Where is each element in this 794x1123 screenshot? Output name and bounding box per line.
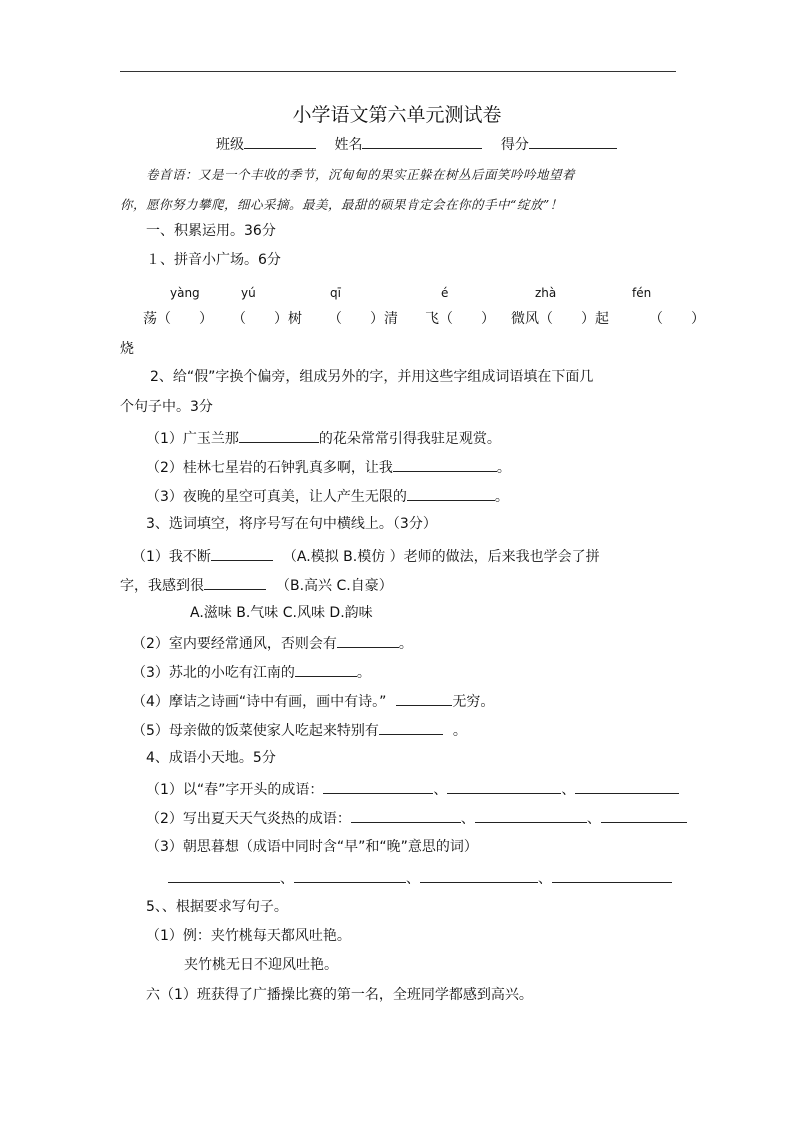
pinyin-4: é (441, 286, 449, 300)
q3-options: A.滋味 B.气味 C.风味 D.韵味 (190, 605, 373, 621)
q4-s2-blank-3[interactable] (601, 808, 687, 823)
q5-example-answer: 夹竹桃无日不迎风吐艳。 (184, 957, 338, 973)
class-field[interactable] (244, 134, 316, 149)
q4-s3-blank-3[interactable] (420, 868, 538, 883)
q2-s3-text: （3）夜晚的星空可真美，让人产生无限的 (146, 489, 407, 505)
q2-s1-blank[interactable] (239, 428, 319, 443)
q3-s1b-text: 字，我感到很 (120, 578, 204, 594)
pinyin-5: zhà (535, 286, 557, 300)
q4-sentence-3-blanks (168, 868, 672, 888)
q4-s2-blank-1[interactable] (351, 808, 461, 823)
q4-s1-blank-3[interactable] (575, 779, 679, 794)
q3-s4-text: （4）摩诘之诗画“诗中有画，画中有诗。” (132, 694, 387, 710)
q2-s1-text-end: 的花朵常常引得我驻足观赏。 (318, 431, 501, 447)
q4-sentence-1 (146, 779, 679, 799)
pinyin-6: fén (632, 286, 652, 300)
word-6: （ ） (649, 311, 705, 327)
q3-s5-blank[interactable] (379, 720, 443, 735)
q4-s2-text: （2）写出夏天天气炎热的成语： (146, 811, 351, 827)
word-3: （ ）清 (328, 311, 398, 327)
q3-s5-text: （5）母亲做的饭菜使家人吃起来特别有 (132, 723, 379, 739)
q3-s5-text-end: 。 (452, 723, 467, 739)
word-1: 荡（ ） (143, 311, 213, 327)
q3-s1-text-end: （A.模拟 B.模仿 ）老师的做法，后来我也学会了拼 (282, 549, 600, 565)
q2-s3-blank[interactable] (407, 486, 495, 501)
q2-title-line-1: 2、给“假”字换个偏旁，组成另外的字，并用这些字组成词语填在下面几 (150, 369, 594, 385)
q2-s2-text-end: 。 (496, 460, 511, 476)
score-label: 得分 (500, 137, 529, 153)
q4-sentence-2 (146, 808, 687, 828)
q4-s1-text: （1）以“春”字开头的成语： (146, 782, 324, 798)
name-label: 姓名 (334, 137, 363, 153)
q3-sentence-3 (132, 662, 371, 682)
q1-title: １、拼音小广场。6分 (146, 252, 281, 268)
separator: 、 (586, 811, 601, 827)
pinyin-1: yàng (170, 286, 200, 300)
q3-s1b-text-end: （B.高兴 C.自豪） (276, 578, 393, 594)
q4-s3-blank-1[interactable] (168, 868, 280, 883)
q2-title-line-2: 个句子中。3分 (120, 399, 213, 415)
separator: 、 (538, 871, 552, 887)
section-1-heading: 一、积累运用。36分 (146, 223, 276, 239)
q2-s3-text-end: 。 (494, 489, 509, 505)
q2-sentence-3 (146, 486, 509, 506)
q4-s3-blank-2[interactable] (294, 868, 406, 883)
q3-s2-text: （2）室内要经常通风，否则会有 (132, 636, 337, 652)
preface-line-2: 你，愿你努力攀爬，细心采摘。最美，最甜的硕果肯定会在你的手中“绽放”！ (120, 197, 563, 212)
word-6-wrap: 烧 (120, 341, 134, 357)
q4-s1-blank-2[interactable] (447, 779, 561, 794)
q3-s3-text: （3）苏北的小吃有江南的 (132, 665, 295, 681)
word-4: 飞（ ） (425, 311, 495, 327)
separator: 、 (561, 782, 576, 798)
q4-s3-blank-4[interactable] (552, 868, 672, 883)
q4-sentence-3: （3）朝思暮想（成语中同时含“早”和“晚”意思的词） (146, 839, 478, 855)
separator: 、 (433, 782, 448, 798)
q2-s2-text: （2）桂林七星岩的石钟乳真多啊，让我 (146, 460, 393, 476)
q2-sentence-1 (146, 428, 501, 448)
q3-s1b-blank[interactable] (204, 575, 266, 590)
pinyin-3: qī (330, 286, 341, 300)
q2-s1-text: （1）广玉兰那 (146, 431, 239, 447)
q4-title: 4、成语小天地。5分 (146, 750, 276, 766)
score-field[interactable] (529, 134, 617, 149)
class-label: 班级 (216, 137, 244, 153)
separator: 、 (280, 871, 294, 887)
page-title: 小学语文第六单元测试卷 (292, 104, 502, 126)
q3-sentence-1b (120, 575, 393, 595)
q3-s2-blank[interactable] (337, 633, 399, 648)
q3-sentence-5 (132, 720, 467, 740)
separator: 、 (406, 871, 420, 887)
q3-s4-text-end: 无穷。 (452, 694, 495, 710)
word-5: 微风（ ）起 (511, 311, 609, 327)
pinyin-2: yú (241, 286, 256, 300)
q3-s4-blank[interactable] (396, 691, 452, 706)
q3-s3-blank[interactable] (295, 662, 357, 677)
name-field[interactable] (362, 134, 482, 149)
q3-s1-blank[interactable] (211, 546, 273, 561)
q2-s2-blank[interactable] (393, 457, 497, 472)
q3-sentence-4 (132, 691, 494, 711)
q4-s2-blank-2[interactable] (475, 808, 587, 823)
q3-sentence-1 (132, 546, 600, 566)
q5-task: 六（1）班获得了广播操比赛的第一名，全班同学都感到高兴。 (146, 987, 533, 1003)
separator: 、 (460, 811, 475, 827)
q3-sentence-2 (132, 633, 413, 653)
student-info-row (216, 134, 617, 154)
q3-s2-text-end: 。 (398, 636, 413, 652)
word-2: （ ）树 (232, 311, 302, 327)
q3-s3-text-end: 。 (356, 665, 371, 681)
q5-title: 5、、根据要求写句子。 (146, 899, 288, 915)
q4-s1-blank-1[interactable] (323, 779, 433, 794)
q2-sentence-2 (146, 457, 511, 477)
preface-line-1: 卷首语：又是一个丰收的季节，沉甸甸的果实正躲在树丛后面笑吟吟地望着 (146, 167, 576, 182)
header-rule (120, 71, 676, 72)
q3-s1-text: （1）我不断 (132, 549, 211, 565)
q3-title: 3、选词填空，将序号写在句中横线上。（3分） (146, 516, 437, 532)
q5-example: （1）例：夹竹桃每天都风吐艳。 (146, 928, 351, 944)
